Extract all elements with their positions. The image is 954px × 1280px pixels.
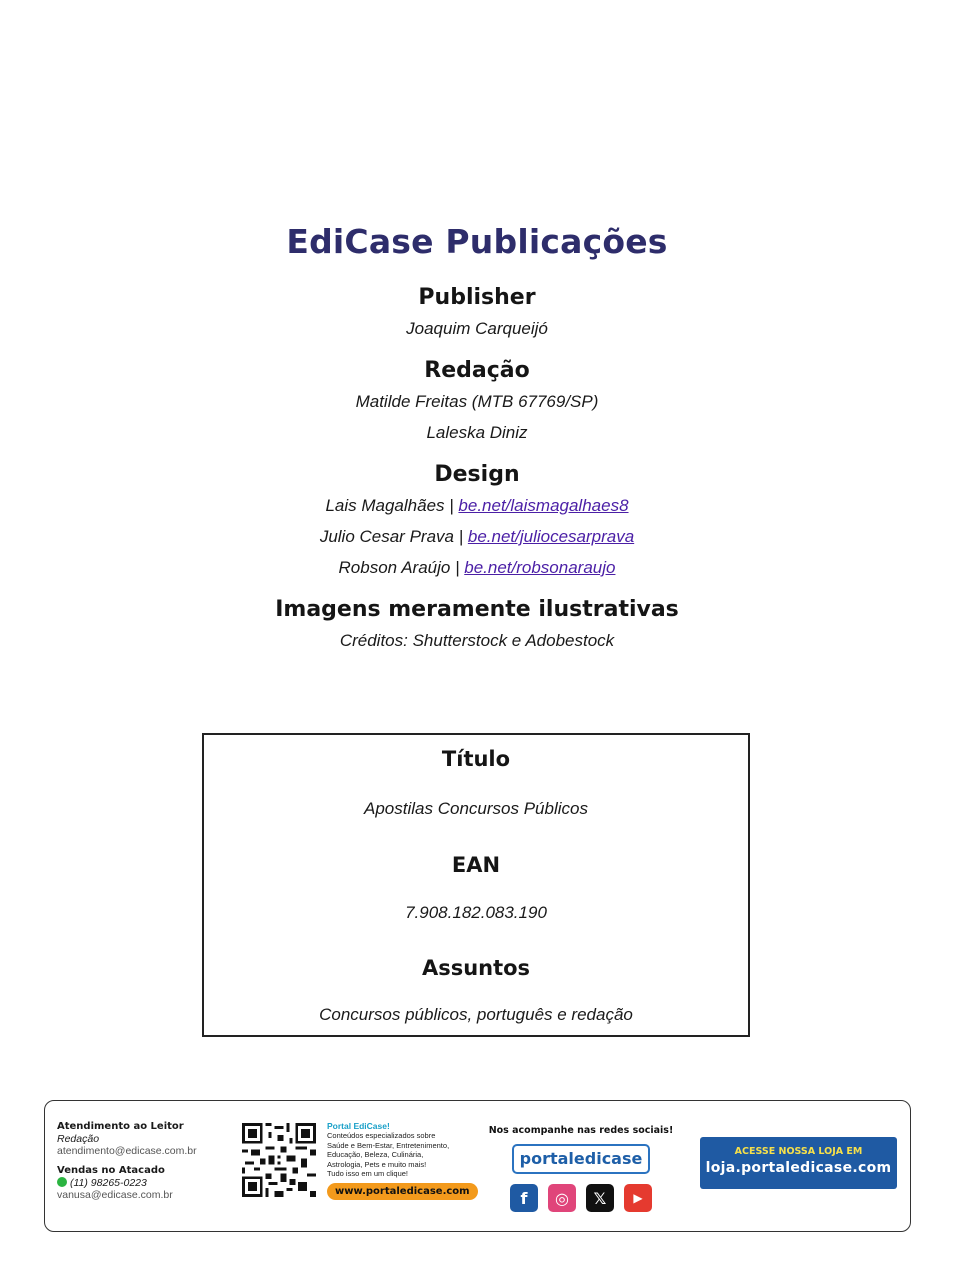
vendas-phone: (11) 98265-0223	[70, 1177, 147, 1189]
design-person-link[interactable]: be.net/laismagalhaes8	[458, 496, 629, 515]
design-person	[0, 521, 954, 552]
imagens-credits: Créditos: Shutterstock e Adobestock	[339, 631, 615, 650]
redacao-name-1: Matilde Freitas (MTB 67769/SP)	[355, 392, 599, 411]
store-button[interactable]	[700, 1137, 897, 1189]
portal-line: Conteúdos especializados sobre	[327, 1131, 436, 1140]
portal-promo	[327, 1121, 477, 1200]
design-heading: Design	[434, 462, 520, 487]
portal-line: Educação, Beleza, Culinária,	[327, 1150, 424, 1159]
titulo-value: Apostilas Concursos Públicos	[364, 799, 588, 818]
portal-line: Astrologia, Pets e muito mais!	[327, 1159, 427, 1169]
ean-label: EAN	[451, 853, 501, 877]
portal-url-button[interactable]: www.portaledicase.com	[327, 1183, 478, 1200]
brand-title: EdiCase Publicações	[286, 222, 668, 261]
design-person-link[interactable]: be.net/juliocesarprava	[467, 527, 635, 546]
credits-section	[0, 222, 954, 656]
design-person	[0, 552, 954, 583]
footer-banner	[44, 1100, 911, 1232]
vendas-phone-row	[57, 1177, 237, 1189]
atendimento-email[interactable]: atendimento@edicase.com.br	[57, 1145, 197, 1157]
product-info-box	[202, 733, 750, 1037]
store-url: loja.portaledicase.com	[705, 1160, 892, 1176]
portal-line: Tudo isso em um clique!	[327, 1169, 409, 1178]
design-person	[0, 490, 954, 521]
portal-line: Saúde e Bem-Estar, Entretenimento,	[327, 1140, 450, 1150]
portal-title: Portal EdiCase!	[327, 1121, 390, 1131]
publisher-heading: Publisher	[418, 285, 536, 310]
design-person-name: Julio Cesar Prava |	[319, 527, 464, 546]
design-person-name: Robson Araújo |	[338, 558, 460, 577]
design-person-name: Lais Magalhães |	[325, 496, 454, 515]
imagens-heading: Imagens meramente ilustrativas	[275, 597, 679, 622]
assuntos-label: Assuntos	[421, 956, 531, 980]
vendas-title: Vendas no Atacado	[57, 1165, 165, 1176]
titulo-label: Título	[441, 747, 511, 771]
atendimento-sub: Redação	[57, 1133, 100, 1145]
social-section	[481, 1125, 681, 1212]
instagram-icon[interactable]: ◎	[548, 1184, 576, 1212]
vendas-email[interactable]: vanusa@edicase.com.br	[57, 1189, 173, 1201]
contact-info	[57, 1121, 237, 1201]
design-person-link[interactable]: be.net/robsonaraujo	[464, 558, 616, 577]
social-title: Nos acompanhe nas redes sociais!	[488, 1125, 674, 1136]
redacao-heading: Redação	[424, 358, 530, 383]
redacao-name-2: Laleska Diniz	[426, 423, 528, 442]
facebook-icon[interactable]: f	[510, 1184, 538, 1212]
social-icons	[481, 1184, 681, 1212]
youtube-icon[interactable]: ▶	[624, 1184, 652, 1212]
x-icon[interactable]: 𝕏	[586, 1184, 614, 1212]
store-label: ACESSE NOSSA LOJA EM	[734, 1146, 863, 1157]
social-handle[interactable]: portaledicase	[512, 1144, 650, 1174]
whatsapp-icon	[57, 1177, 67, 1187]
atendimento-title: Atendimento ao Leitor	[57, 1121, 184, 1132]
assuntos-value: Concursos públicos, português e redação	[319, 1005, 633, 1024]
qr-code-icon[interactable]	[242, 1123, 316, 1197]
publisher-name: Joaquim Carqueijó	[406, 319, 548, 338]
ean-value: 7.908.182.083.190	[405, 903, 547, 922]
